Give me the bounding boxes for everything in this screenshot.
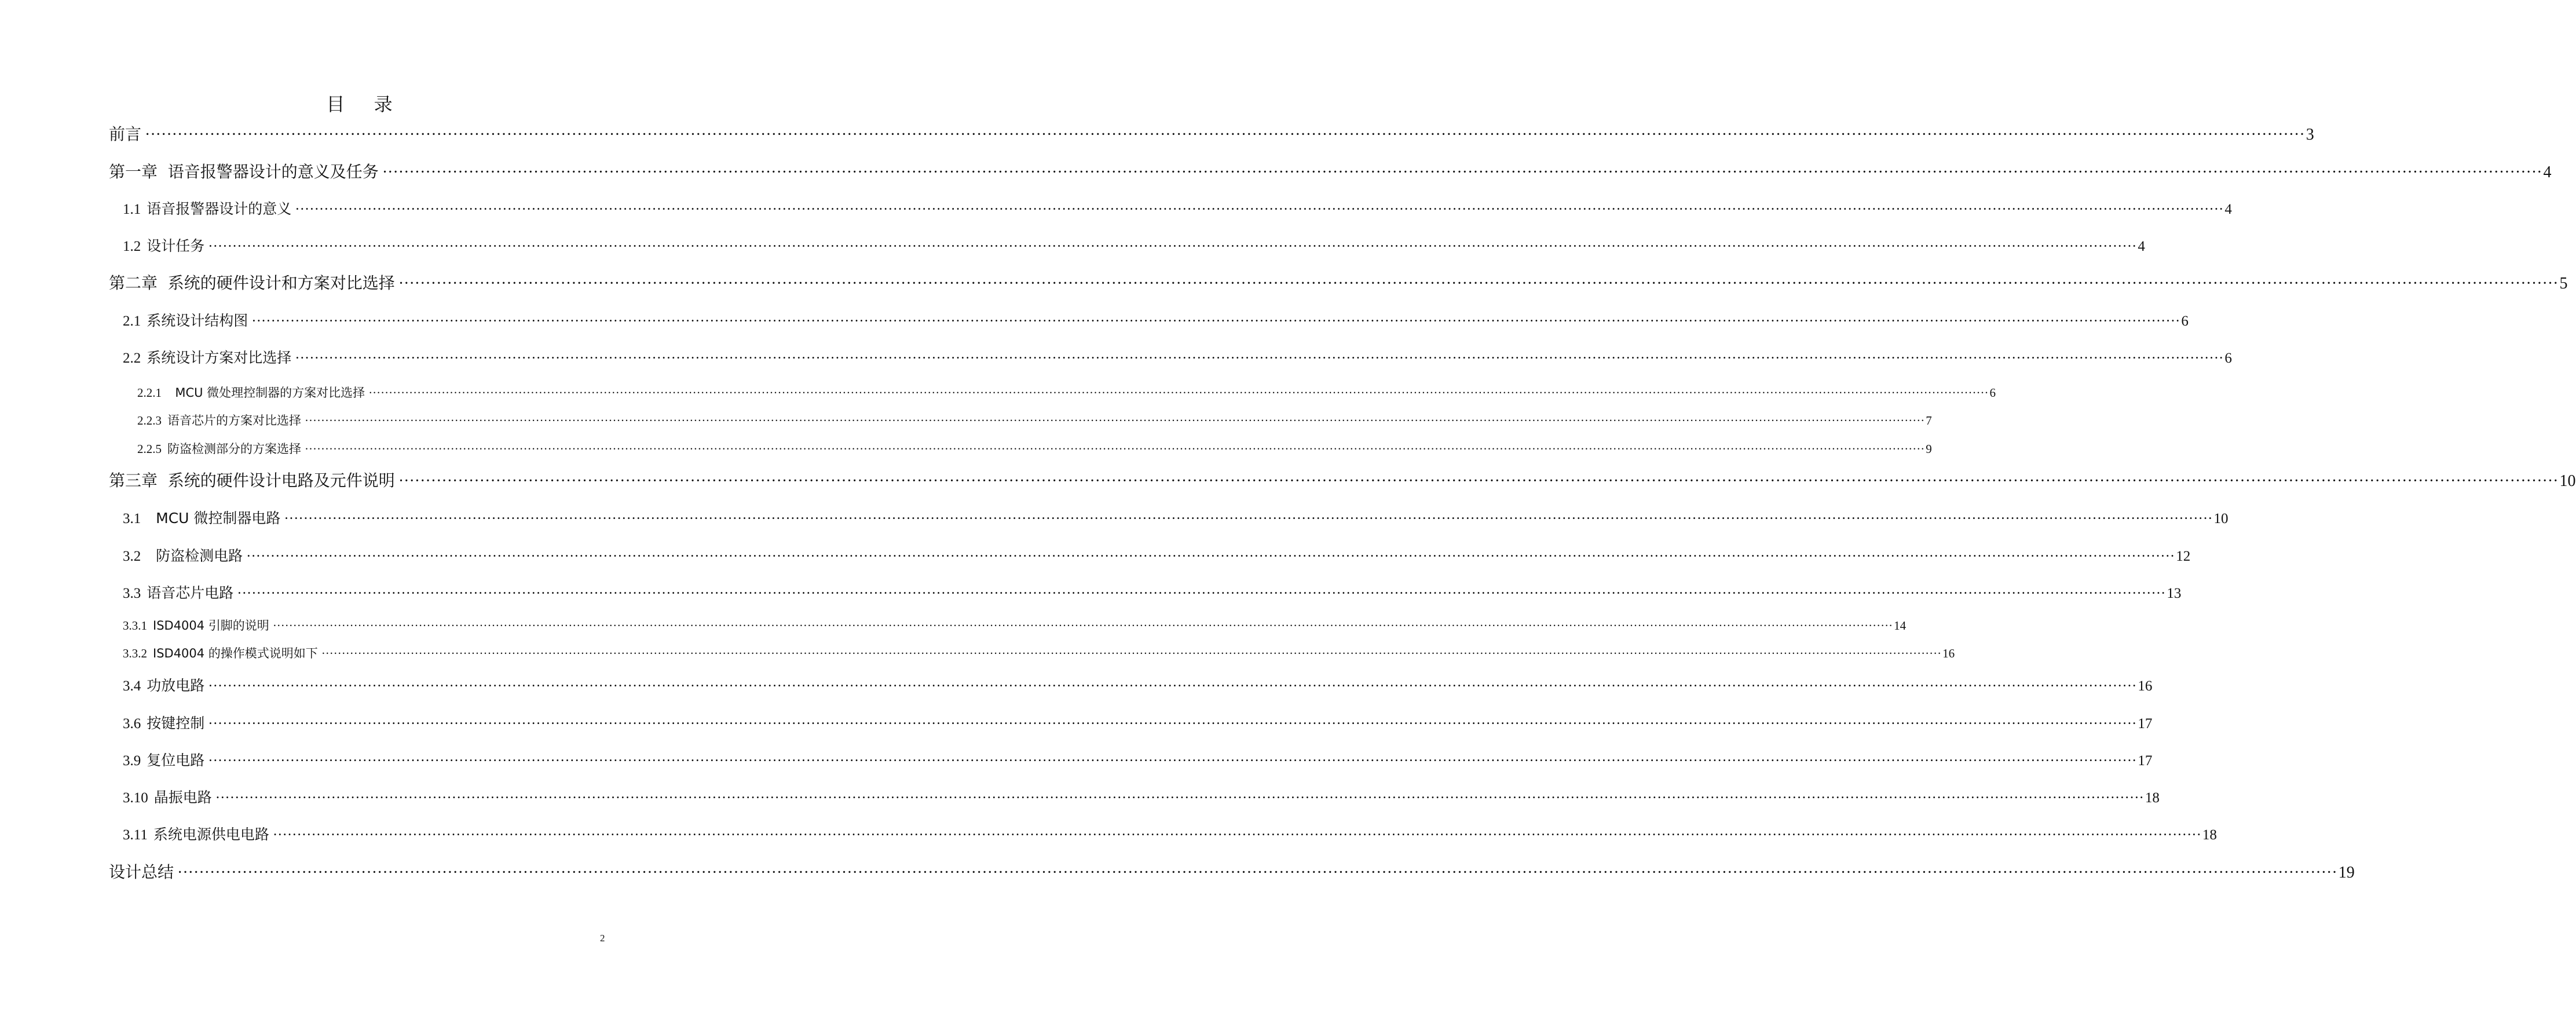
toc-entry-title: 防盗检测电路 bbox=[147, 547, 243, 564]
toc-entry-number: 1.2 bbox=[123, 239, 141, 254]
toc-entry-number: 2.1 bbox=[123, 313, 141, 329]
dot-leader: ················································································································································································································································································································································································································ bbox=[208, 678, 2137, 694]
dot-leader: ················································································································································································································································································································································································································ bbox=[215, 790, 2144, 806]
dot-leader: ················································································································································································································································································································································································································ bbox=[272, 619, 1893, 633]
toc-entry-title: 按键控制 bbox=[147, 715, 205, 732]
toc-entry-title: 语音报警器设计的意义 bbox=[147, 200, 292, 217]
toc-entry-title: 第一章 语音报警器设计的意义及任务 bbox=[109, 162, 379, 181]
dot-leader: ················································································································································································································································································································································································································ bbox=[295, 350, 2224, 366]
toc-entry[interactable] bbox=[123, 713, 2153, 734]
dot-leader: ················································································································································································································································································································································································································ bbox=[284, 511, 2213, 527]
toc-entry-page: 18 bbox=[2202, 827, 2217, 843]
toc-entry-page: 6 bbox=[1989, 386, 1996, 400]
toc-entry-page: 3 bbox=[2306, 126, 2314, 144]
toc-entry[interactable] bbox=[123, 750, 2153, 772]
dot-leader: ················································································································································································································································································································································································································ bbox=[398, 275, 2559, 293]
toc-entry-number: 3.3.1 bbox=[123, 619, 147, 633]
toc-entry-page: 17 bbox=[2138, 716, 2153, 732]
toc-entry-page: 12 bbox=[2176, 549, 2191, 564]
toc-entry[interactable] bbox=[123, 824, 2217, 846]
toc-entry[interactable] bbox=[123, 546, 2191, 567]
toc-entry[interactable] bbox=[123, 675, 2153, 697]
toc-entry-page: 4 bbox=[2138, 239, 2145, 254]
toc-entry-title: 系统设计方案对比选择 bbox=[147, 349, 292, 366]
toc-entry-page: 6 bbox=[2181, 313, 2189, 329]
dot-leader: ················································································································································································································································································································································································································ bbox=[246, 549, 2175, 564]
toc-entry-title: 设计总结 bbox=[109, 862, 174, 882]
toc-entry-title: 防盗检测部分的方案选择 bbox=[167, 442, 301, 456]
dot-leader: ················································································································································································································································································································································································································ bbox=[368, 386, 1989, 400]
toc-entry-number: 3.11 bbox=[123, 827, 148, 843]
toc-entry-title: 功放电路 bbox=[147, 677, 205, 694]
toc-entry-page: 16 bbox=[2138, 678, 2153, 694]
toc-entry[interactable] bbox=[109, 160, 2552, 184]
toc-entry-number: 3.4 bbox=[123, 678, 141, 694]
toc-entry-page: 10 bbox=[2559, 472, 2576, 490]
dot-leader: ················································································································································································································································································································································································································ bbox=[295, 202, 2224, 217]
dot-leader: ················································································································································································································································································································································································································ bbox=[382, 163, 2542, 181]
toc-entry-title: 第二章 系统的硬件设计和方案对比选择 bbox=[109, 273, 395, 293]
toc-entry-title: ISD4004 的操作模式说明如下 bbox=[153, 646, 318, 660]
toc-entry-number: 3.2 bbox=[123, 549, 141, 564]
toc-entry-number: 2.2.5 bbox=[137, 442, 162, 456]
toc-entry-title: 前言 bbox=[109, 125, 142, 144]
toc-entry[interactable] bbox=[109, 272, 2568, 295]
toc-entry-number: 3.3 bbox=[123, 586, 141, 601]
toc-entry[interactable] bbox=[109, 861, 2355, 885]
toc-entry-title: 复位电路 bbox=[147, 752, 205, 769]
dot-leader: ················································································································································································································································································································································································································ bbox=[251, 313, 2180, 329]
toc-entry[interactable] bbox=[123, 583, 2182, 604]
toc-entry-page: 6 bbox=[2224, 350, 2232, 366]
toc-entry-number: 3.10 bbox=[123, 790, 148, 806]
toc-entry-page: 16 bbox=[1942, 646, 1955, 660]
dot-leader: ················································································································································································································································································································································································································ bbox=[305, 442, 1925, 456]
dot-leader: ················································································································································································································································································································································································································ bbox=[208, 239, 2137, 254]
toc-entry-page: 9 bbox=[1926, 442, 1932, 456]
toc-entry-title: 设计任务 bbox=[147, 237, 205, 254]
toc-entry-title: 系统电源供电电路 bbox=[153, 826, 269, 843]
toc-entry[interactable] bbox=[123, 617, 1907, 634]
toc-entry-page: 18 bbox=[2145, 790, 2160, 806]
toc-entry[interactable] bbox=[123, 348, 2232, 369]
toc-entry-number: 3.1 bbox=[123, 511, 141, 527]
toc-entry[interactable] bbox=[109, 123, 2314, 147]
toc-entry-page: 17 bbox=[2138, 753, 2153, 769]
toc-entry-number: 3.6 bbox=[123, 716, 141, 732]
toc-entry[interactable] bbox=[123, 787, 2160, 809]
toc-entry-page: 19 bbox=[2338, 864, 2355, 882]
toc-entry-title: 晶振电路 bbox=[153, 789, 212, 806]
toc-entry-page: 4 bbox=[2543, 163, 2552, 181]
dot-leader: ················································································································································································································································································································································································································ bbox=[208, 716, 2137, 732]
dot-leader: ················································································································································································································································································································································································································ bbox=[305, 414, 1925, 427]
dot-leader: ················································································································································································································································································································································································································ bbox=[208, 753, 2137, 769]
dot-leader: ················································································································································································································································································································································································································ bbox=[272, 827, 2201, 843]
toc-entry-page: 14 bbox=[1894, 619, 1907, 633]
page-title: 目 录 bbox=[326, 93, 404, 115]
toc-entry-page: 7 bbox=[1926, 414, 1932, 427]
toc-entry-title: 语音芯片电路 bbox=[147, 584, 234, 601]
toc-entry[interactable] bbox=[137, 440, 1932, 458]
dot-leader: ················································································································································································································································································································································································································ bbox=[398, 472, 2559, 490]
toc-entry-title: ISD4004 引脚的说明 bbox=[153, 619, 269, 633]
toc-entry[interactable] bbox=[137, 384, 1996, 401]
toc-entry-number: 3.3.2 bbox=[123, 646, 147, 660]
toc-entry[interactable] bbox=[123, 645, 1955, 662]
toc-entry-title: MCU 微处理控制器的方案对比选择 bbox=[167, 386, 365, 400]
toc-entry-title: MCU 微控制器电路 bbox=[147, 510, 281, 527]
toc-entry-number: 2.2.3 bbox=[137, 414, 162, 427]
toc-entry[interactable] bbox=[123, 310, 2189, 332]
toc-entry-number: 2.2 bbox=[123, 350, 141, 366]
toc-entry[interactable] bbox=[123, 236, 2145, 257]
toc-entry-page: 5 bbox=[2559, 275, 2568, 293]
page-number: 2 bbox=[600, 933, 605, 944]
toc-entry[interactable] bbox=[109, 469, 2576, 493]
toc-entry[interactable] bbox=[123, 508, 2229, 529]
toc-entry-title: 语音芯片的方案对比选择 bbox=[167, 414, 301, 427]
toc-entry-page: 13 bbox=[2167, 586, 2182, 601]
toc-entry-page: 4 bbox=[2224, 202, 2232, 217]
toc-entry-title: 系统设计结构图 bbox=[147, 312, 248, 329]
toc-entry[interactable] bbox=[123, 199, 2232, 220]
dot-leader: ················································································································································································································································································································································································································ bbox=[177, 864, 2337, 882]
toc-entry-title: 第三章 系统的硬件设计电路及元件说明 bbox=[109, 471, 395, 490]
dot-leader: ················································································································································································································································································································································································································ bbox=[237, 586, 2166, 601]
toc-entry-page: 10 bbox=[2213, 511, 2229, 527]
toc-entry-number: 3.9 bbox=[123, 753, 141, 769]
dot-leader: ················································································································································································································································································································································································································ bbox=[321, 646, 1942, 660]
toc-entry-number: 1.1 bbox=[123, 202, 141, 217]
dot-leader: ················································································································································································································································································································································································································ bbox=[145, 126, 2305, 144]
toc-entry-number: 2.2.1 bbox=[137, 386, 162, 400]
toc-entry[interactable] bbox=[137, 412, 1932, 429]
